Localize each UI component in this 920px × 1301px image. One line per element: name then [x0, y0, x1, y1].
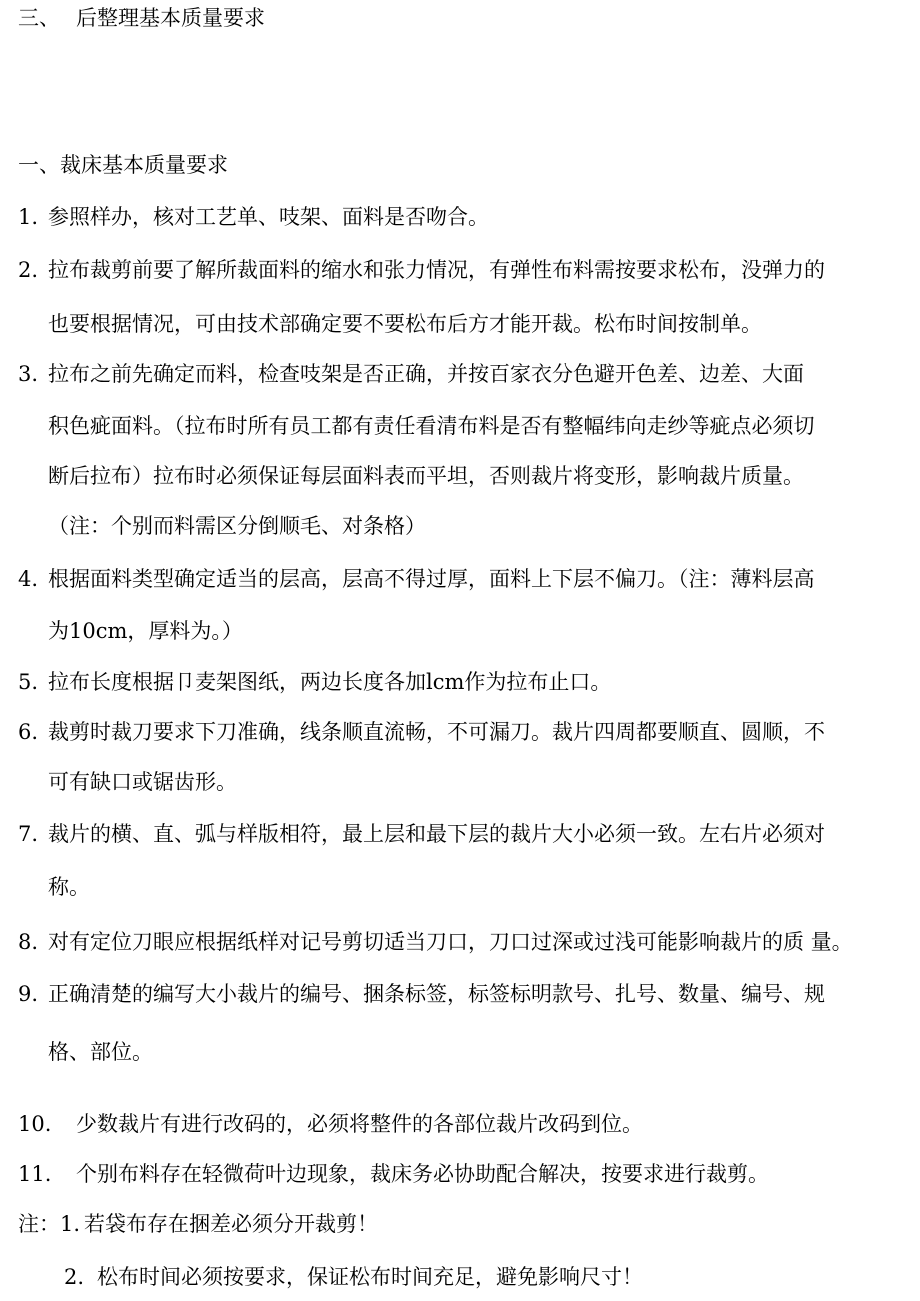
item-line: 对有定位刀眼应根据纸样对记号剪切适当刀口，刀口过深或过浅可能影响裁片的质 量。 — [48, 930, 853, 954]
heading-number: 三、 — [18, 6, 60, 30]
item-line: 正确清楚的编写大小裁片的编号、捆条标签，标签标明款号、扎号、数量、编号、规 — [48, 982, 825, 1006]
item-line: 裁剪时裁刀要求下刀准确，线条顺直流畅，不可漏刀。裁片四周都要顺直、圆顺，不 — [48, 720, 825, 744]
item-line: 个别布料存在轻微荷叶边现象，裁床务必协助配合解决，按要求进行裁剪。 — [76, 1162, 769, 1186]
item-number: 6. — [18, 720, 39, 744]
item-line: 拉布长度根据卩麦架图纸，两边长度各加lcm作为拉布止口。 — [48, 670, 612, 694]
item-line: 积色疵面料。（拉布时所有员工都有责任看清布料是否有整幅纬向走纱等疵点必须切 — [48, 414, 815, 438]
page-heading: 后整理基本质量要求 — [76, 6, 265, 30]
item-line: 根据面料类型确定适当的层高，层高不得过厚，面料上下层不偏刀。（注：薄料层高 — [48, 567, 815, 591]
item-line: （注：个别而料需区分倒顺毛、对条格） — [48, 514, 426, 538]
item-number: 9. — [18, 982, 39, 1006]
note-number: 1. — [60, 1212, 81, 1236]
item-line: 断后拉布）拉布时必须保证每层面料表而平坦，否则裁片将变形，影响裁片质量。 — [48, 464, 804, 488]
note-line: 松布时间必须按要求，保证松布时间充足，避免影响尺寸！ — [97, 1265, 643, 1289]
item-number: 2. — [18, 258, 39, 282]
note-label: 注： — [18, 1212, 60, 1236]
item-line: 拉布之前先确定而料，检查吱架是否正确，并按百家衣分色避开色差、边差、大面 — [48, 362, 804, 386]
item-line: 参照样办，核对工艺单、吱架、面料是否吻合。 — [48, 205, 489, 229]
item-line: 为10cm，厚料为。） — [48, 619, 243, 643]
note-number: 2. — [64, 1265, 85, 1289]
item-line: 也要根据情况，可由技术部确定要不要松布后方才能开裁。松布时间按制单。 — [48, 312, 762, 336]
item-line: 格、部位。 — [48, 1040, 153, 1064]
item-number: 11. — [18, 1162, 52, 1186]
item-line: 少数裁片有进行改码的，必须将整件的各部位裁片改码到位。 — [76, 1112, 643, 1136]
item-line: 可有缺口或锯齿形。 — [48, 770, 237, 794]
item-number: 7. — [18, 822, 39, 846]
item-number: 5. — [18, 670, 39, 694]
item-number: 8. — [18, 930, 39, 954]
item-line: 拉布裁剪前要了解所裁面料的缩水和张力情况，有弹性布料需按要求松布，没弹力的 — [48, 258, 825, 282]
note-line: 若袋布存在捆差必须分开裁剪！ — [84, 1212, 378, 1236]
item-number: 3. — [18, 362, 39, 386]
item-line: 称。 — [48, 875, 90, 899]
item-number: 1. — [18, 205, 39, 229]
item-line: 裁片的横、直、弧与样版相符，最上层和最下层的裁片大小必须一致。左右片必须对 — [48, 822, 825, 846]
item-number: 10. — [18, 1112, 52, 1136]
section-title: 一、裁床基本质量要求 — [18, 153, 228, 177]
item-number: 4. — [18, 567, 39, 591]
